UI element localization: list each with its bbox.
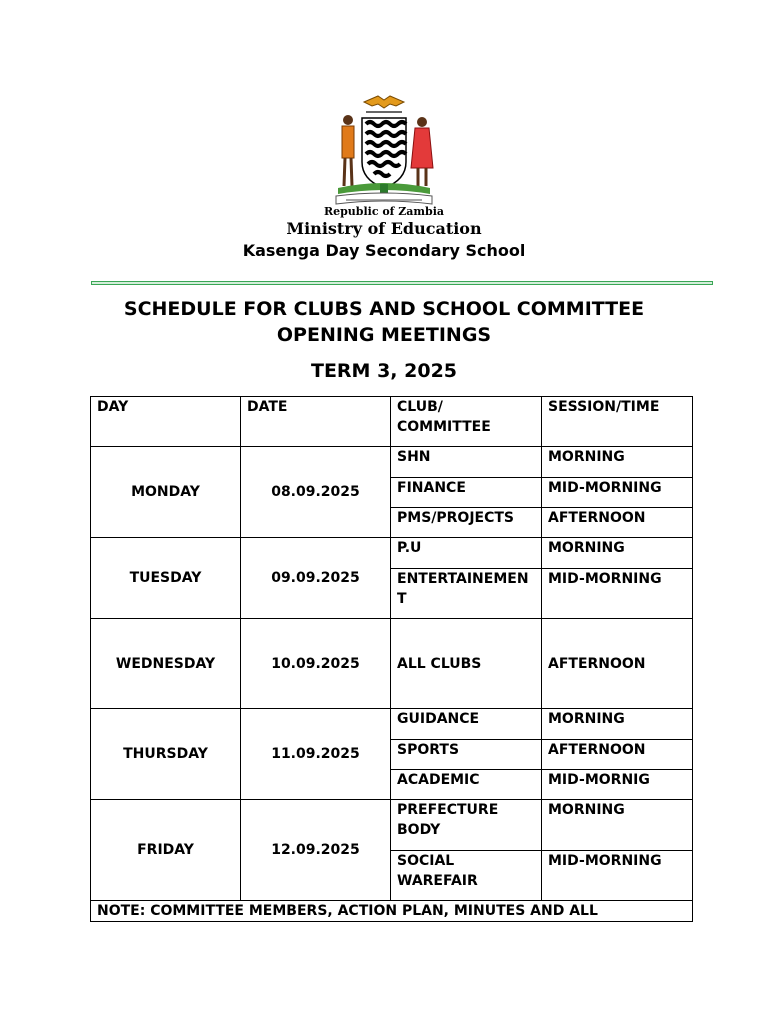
header-session: SESSION/TIME	[542, 397, 693, 447]
club-cell: P.U	[391, 538, 542, 569]
club-cell: GUIDANCE	[391, 709, 542, 740]
title-line-2: OPENING MEETINGS	[276, 324, 492, 346]
republic-heading: Republic of Zambia	[323, 205, 445, 218]
session-cell: MID-MORNING	[542, 851, 693, 901]
club-cell: PMS/PROJECTS	[391, 508, 542, 538]
session-cell: MORNING	[542, 538, 693, 569]
table-header-row	[91, 397, 693, 447]
header-day: DAY	[91, 397, 241, 447]
header-club-line1: CLUB/	[397, 399, 443, 415]
club-cell: PREFECTURE BODY	[391, 800, 542, 851]
club-cell: ACADEMIC	[391, 770, 542, 800]
date-cell: 12.09.2025	[241, 800, 391, 901]
note-row	[91, 901, 693, 922]
title-line-1: SCHEDULE FOR CLUBS AND SCHOOL COMMITTEE	[123, 298, 645, 320]
club-cell: ALL CLUBS	[391, 619, 542, 709]
date-cell: 08.09.2025	[241, 447, 391, 538]
ministry-heading: Ministry of Education	[286, 219, 482, 238]
session-cell: MID-MORNING	[542, 478, 693, 508]
table-row	[91, 619, 693, 709]
coat-of-arms-icon	[330, 92, 438, 210]
table-row	[91, 538, 693, 569]
schedule-table	[90, 396, 693, 922]
session-cell: MORNING	[542, 800, 693, 851]
header-club-line2: COMMITTEE	[397, 419, 491, 435]
term-heading: TERM 3, 2025	[310, 360, 458, 382]
session-cell: AFTERNOON	[542, 740, 693, 770]
club-cell: ENTERTAINEMENT	[391, 569, 542, 619]
table-row	[91, 709, 693, 740]
note-cell: NOTE: COMMITTEE MEMBERS, ACTION PLAN, MINUTES AND ALL	[91, 901, 693, 922]
club-cell: SOCIAL WAREFAIR	[391, 851, 542, 901]
table-row	[91, 447, 693, 478]
date-cell: 09.09.2025	[241, 538, 391, 619]
date-cell: 10.09.2025	[241, 619, 391, 709]
document-title	[90, 296, 678, 348]
session-cell: MORNING	[542, 447, 693, 478]
school-name: Kasenga Day Secondary School	[242, 241, 526, 260]
club-cell: FINANCE	[391, 478, 542, 508]
session-cell: MID-MORNIG	[542, 770, 693, 800]
session-cell: MORNING	[542, 709, 693, 740]
header-divider	[91, 281, 713, 285]
club-cell: SHN	[391, 447, 542, 478]
session-cell: MID-MORNING	[542, 569, 693, 619]
club-cell: SPORTS	[391, 740, 542, 770]
day-cell: MONDAY	[91, 447, 241, 538]
day-cell: FRIDAY	[91, 800, 241, 901]
header-club	[391, 397, 542, 447]
day-cell: TUESDAY	[91, 538, 241, 619]
session-cell: AFTERNOON	[542, 508, 693, 538]
day-cell: THURSDAY	[91, 709, 241, 800]
date-cell: 11.09.2025	[241, 709, 391, 800]
header-date: DATE	[241, 397, 391, 447]
session-cell: AFTERNOON	[542, 619, 693, 709]
day-cell: WEDNESDAY	[91, 619, 241, 709]
table-row	[91, 800, 693, 851]
